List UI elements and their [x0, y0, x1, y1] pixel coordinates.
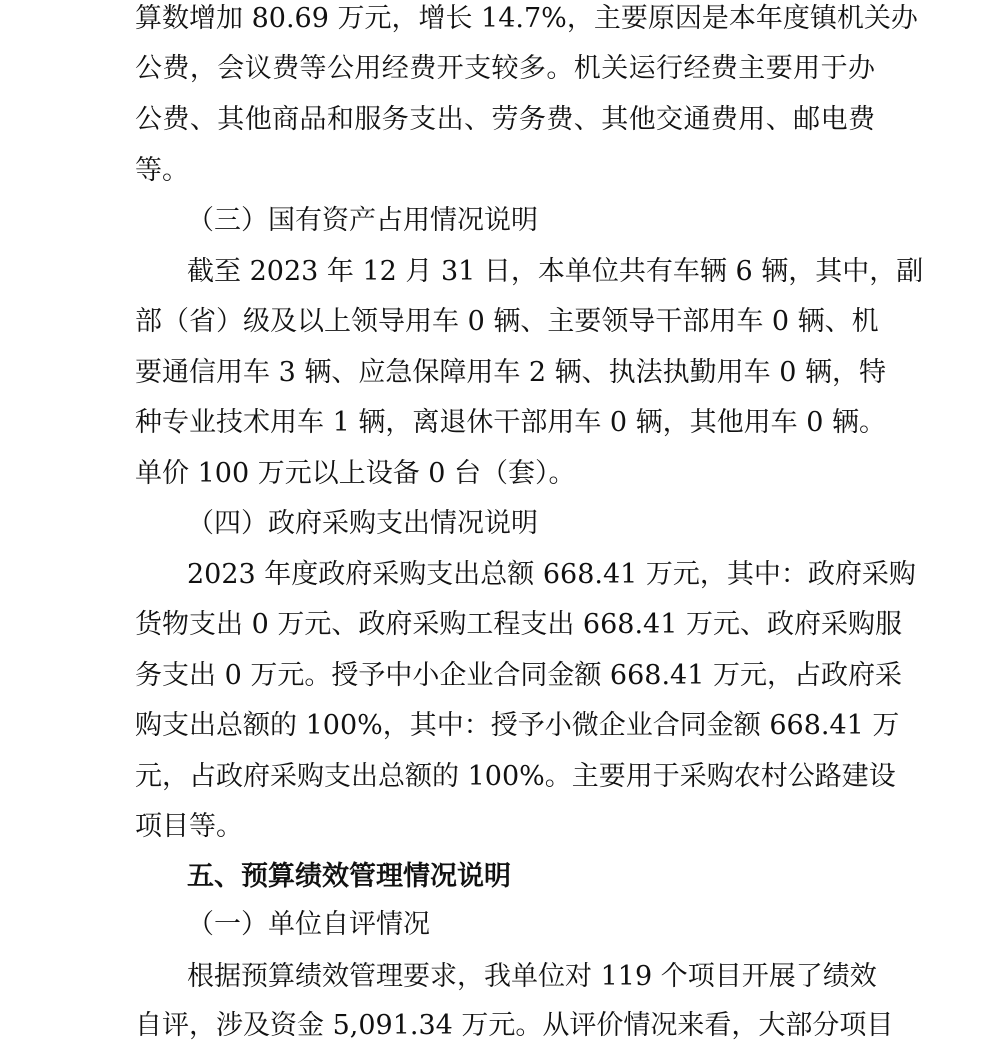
paragraph-line: 部（省）级及以上领导用车 0 辆、主要领导干部用车 0 辆、机 — [135, 306, 879, 337]
section-heading-assets: （三）国有资产占用情况说明 — [187, 205, 538, 236]
paragraph-line: 公费、其他商品和服务支出、劳务费、其他交通费用、邮电费 — [135, 104, 875, 135]
paragraph-line: 项目等。 — [135, 811, 243, 842]
paragraph-line: 货物支出 0 万元、政府采购工程支出 668.41 万元、政府采购服 — [135, 609, 902, 640]
paragraph-line: 2023 年度政府采购支出总额 668.41 万元，其中：政府采购 — [187, 559, 916, 590]
paragraph-line: 务支出 0 万元。授予中小企业合同金额 668.41 万元，占政府采 — [135, 660, 902, 691]
paragraph-line: 自评，涉及资金 5,091.34 万元。从评价情况来看，大部分项目 — [135, 1010, 894, 1041]
paragraph-line: 等。 — [135, 155, 189, 186]
paragraph-line: 单价 100 万元以上设备 0 台（套）。 — [135, 458, 576, 489]
paragraph-line: 算数增加 80.69 万元，增长 14.7%，主要原因是本年度镇机关办 — [135, 3, 918, 34]
paragraph-line: 元，占政府采购支出总额的 100%。主要用于采购农村公路建设 — [135, 761, 896, 792]
paragraph-line: 要通信用车 3 辆、应急保障用车 2 辆、执法执勤用车 0 辆，特 — [135, 357, 887, 388]
sub-heading-self-evaluation: （一）单位自评情况 — [187, 909, 430, 940]
section-heading-procurement: （四）政府采购支出情况说明 — [187, 508, 538, 539]
part-heading-performance: 五、预算绩效管理情况说明 — [187, 861, 511, 892]
paragraph-line: 购支出总额的 100%，其中：授予小微企业合同金额 668.41 万 — [135, 710, 900, 741]
paragraph-line: 根据预算绩效管理要求，我单位对 119 个项目开展了绩效 — [187, 961, 877, 992]
paragraph-line: 公费，会议费等公用经费开支较多。机关运行经费主要用于办 — [135, 53, 875, 84]
paragraph-line: 种专业技术用车 1 辆，离退休干部用车 0 辆，其他用车 0 辆。 — [135, 407, 887, 438]
paragraph-line: 截至 2023 年 12 月 31 日，本单位共有车辆 6 辆，其中，副 — [187, 256, 924, 287]
